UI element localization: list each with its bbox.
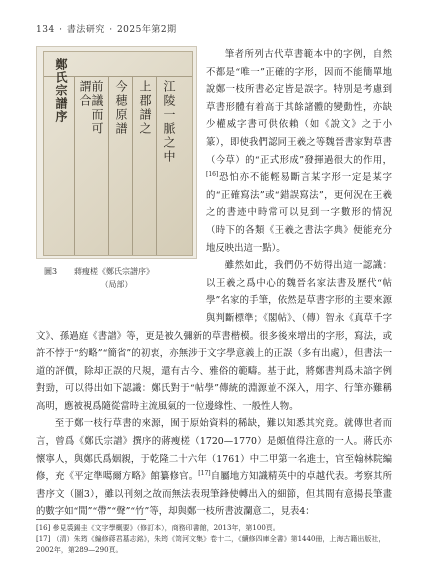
footnote xyxy=(36,534,392,556)
paragraph xyxy=(36,415,392,521)
figure-title: 蔣瘦槎《鄭氏宗譜序》 xyxy=(74,267,154,276)
figure-float-spacer xyxy=(36,46,206,326)
manuscript-title: 鄭氏宗譜序 xyxy=(54,58,68,123)
article-body xyxy=(36,46,392,521)
page-number: 134 xyxy=(36,25,55,35)
paragraph-text: 筆者所列古代草書範本中的字例，自然不都是“唯一”正確的字形，因而不能簡單地說鄭一枝所書必定皆是誤字。特別是考慮到草書形體有着高于其餘諸體的變動性，亦缺少權威字書可供依賴（如《說文》之于小篆），即使我們認同王羲之等魏晉書家對草書（今草）的“正式形成”發揮過很大的作用， xyxy=(206,49,392,166)
footnote-ref: [16] xyxy=(206,171,219,179)
footnote-text: （清）朱筠《編修蔣君墓志銘》，朱筠《笥河文集》卷十二，《續修四庫全書》第1440冊，上海古籍出版社，2002年，第289—290頁。 xyxy=(36,535,386,554)
header-separator: · xyxy=(59,25,63,35)
footnote-text: 參見裘錫圭《文字學概要》（修訂本），商務印書館，2013年，第100頁。 xyxy=(52,524,280,532)
manuscript-column: 謂合 xyxy=(78,80,92,108)
footnote xyxy=(36,523,392,534)
manuscript-column: 前議而可 xyxy=(90,80,104,136)
figure-part: （局部） xyxy=(100,280,133,289)
issue-label: 2025年第2期 xyxy=(116,25,177,35)
paragraph-text: 自屬地方知識精英中的卓越代表。考察其所書序文（圖3），雖以刊刻之故而無法表現筆鋒使轉出入的細節，但其間有意揚長筆畫的數字如“閒”“帶”“聲”“竹”等，却與鄭一枝所書波瀾意二，見表4： xyxy=(36,471,392,518)
paragraph-text: 雖然如此，我們仍不妨得出這一認識：以王羲之爲中心的魏晉名家法書及歷代“帖學”名家的手筆，依然是草書字形的主要來源與判斷標準；《閣帖》、（傳）智永《真草千字文》、孫過庭《書譜》等，更是被久彌新的草書楷模。很多後來增出的字形，寫法，或許不悖于“約略”“簡省”的初衷，亦無涉于文字學意義上的正誤（多有出處），但書法一道的評價，除却正誤的尺規，還有古今、雅俗的範疇。基于此，將鄭書判爲未諳字例對勁，可以得出如下認識：鄭氏對于“帖學”傳統的淵源並不深入，用字、行筆亦難稱高明，應被視爲隨從當時主流風氣的一位邊緣性、一般性人物。 xyxy=(36,260,392,412)
paragraph-text: 恐怕亦不能輕易斷言某字形一定是某字的“正確寫法”或“錯誤寫法”，更何況在王羲之的書迹中時常可以見到一字數形的情況（時下的各類《王羲之書法字典》便能充分地反映出這一點）。 xyxy=(206,172,392,254)
running-header xyxy=(36,22,177,35)
footnote-number: [16] xyxy=(36,524,51,532)
journal-name: 書法研究 xyxy=(66,25,105,35)
manuscript-column: 江陵一脈之中 xyxy=(162,80,176,164)
footnotes xyxy=(36,523,392,556)
figure-label: 圖3 xyxy=(44,267,58,276)
manuscript-column: 今穂原譜 xyxy=(114,80,128,136)
paragraph-text: 至于鄭一枝行草書的來源，囿于原始資料的稀缺，難以知悉其究竟。就傳世者而言，曾爲《鄭氏宗譜》撰序的蔣瘦槎（1720—1770）是頗值得注意的一人。蔣氏亦懷寧人，與鄭氏爲姻親，于乾隆二十六年（1761）中二甲第一名進士，官至翰林院編修，充《平定準噶爾方略》館纂修官。 xyxy=(36,418,392,483)
footnote-ref: [17] xyxy=(198,470,211,478)
manuscript-column: 上郡譜之 xyxy=(138,80,152,136)
footnote-divider xyxy=(36,519,146,520)
header-separator-2: · xyxy=(109,25,113,35)
footnote-number: [17] xyxy=(36,535,51,543)
